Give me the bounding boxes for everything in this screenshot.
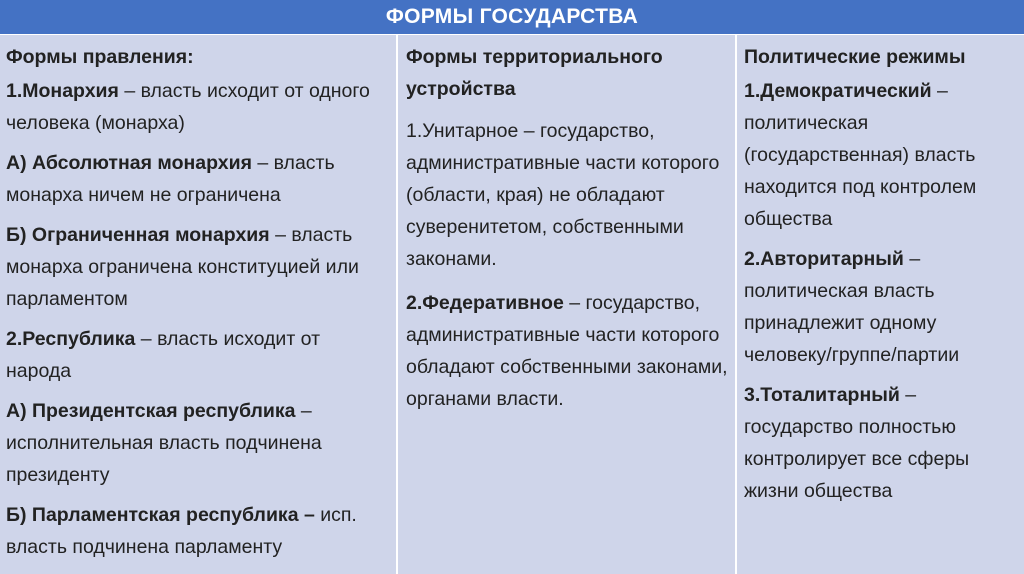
definition: – политическая власть принадлежит одному человеку/группе/партии xyxy=(744,248,960,366)
list-item xyxy=(6,219,390,315)
term: 2.Федеративное xyxy=(406,292,564,314)
definition: – власть монарха ничем не ограничена xyxy=(6,152,335,206)
term: 2.Авторитарный xyxy=(744,248,904,270)
definition: – власть исходит от народа xyxy=(6,328,321,382)
list-item xyxy=(6,323,390,387)
table-title: ФОРМЫ ГОСУДАРСТВА xyxy=(385,5,639,28)
list-item xyxy=(406,287,729,415)
term: 3.Тоталитарный xyxy=(744,384,900,406)
term: 1.Монархия xyxy=(6,80,119,102)
definition: – власть исходит от одного человека (монарха) xyxy=(6,80,370,134)
column-territorial-structure xyxy=(398,35,735,574)
table-header xyxy=(0,0,1024,34)
definition: – власть монарха ограничена конституцией или парламентом xyxy=(6,224,359,310)
definition: исп. власть подчинена парламенту xyxy=(6,504,357,558)
column-title: Формы правления: xyxy=(6,46,194,68)
list-item xyxy=(6,395,390,491)
term: 2.Республика xyxy=(6,328,136,350)
list-item xyxy=(744,379,1018,507)
column-political-regimes xyxy=(737,35,1024,574)
definition: – политическая (государственная) власть находится под контролем общества xyxy=(744,80,977,230)
list-item xyxy=(6,75,390,139)
list-item xyxy=(6,147,390,211)
column-forms-of-government xyxy=(0,35,396,574)
list-item xyxy=(6,499,390,563)
term: А) Президентская республика xyxy=(6,400,296,422)
definition: – государство полностью контролирует все сферы жизни общества xyxy=(744,384,970,502)
definition: 1.Унитарное – государство, административные части которого (области, края) не обладают суверенитетом, собственными законами. xyxy=(406,120,720,270)
column-title: Формы территориального устройства xyxy=(406,46,663,100)
column-title: Политические режимы xyxy=(744,46,966,68)
definition: – исполнительная власть подчинена президенту xyxy=(6,400,322,486)
list-item xyxy=(744,243,1018,371)
term: А) Абсолютная монархия xyxy=(6,152,252,174)
term: Б) Парламентская республика – xyxy=(6,504,315,526)
list-item xyxy=(744,75,1018,235)
term: 1.Демократический xyxy=(744,80,932,102)
definition: – государство, административные части которого обладают собственными законами, органами власти. xyxy=(406,292,728,410)
list-item xyxy=(406,115,729,275)
term: Б) Ограниченная монархия xyxy=(6,224,270,246)
